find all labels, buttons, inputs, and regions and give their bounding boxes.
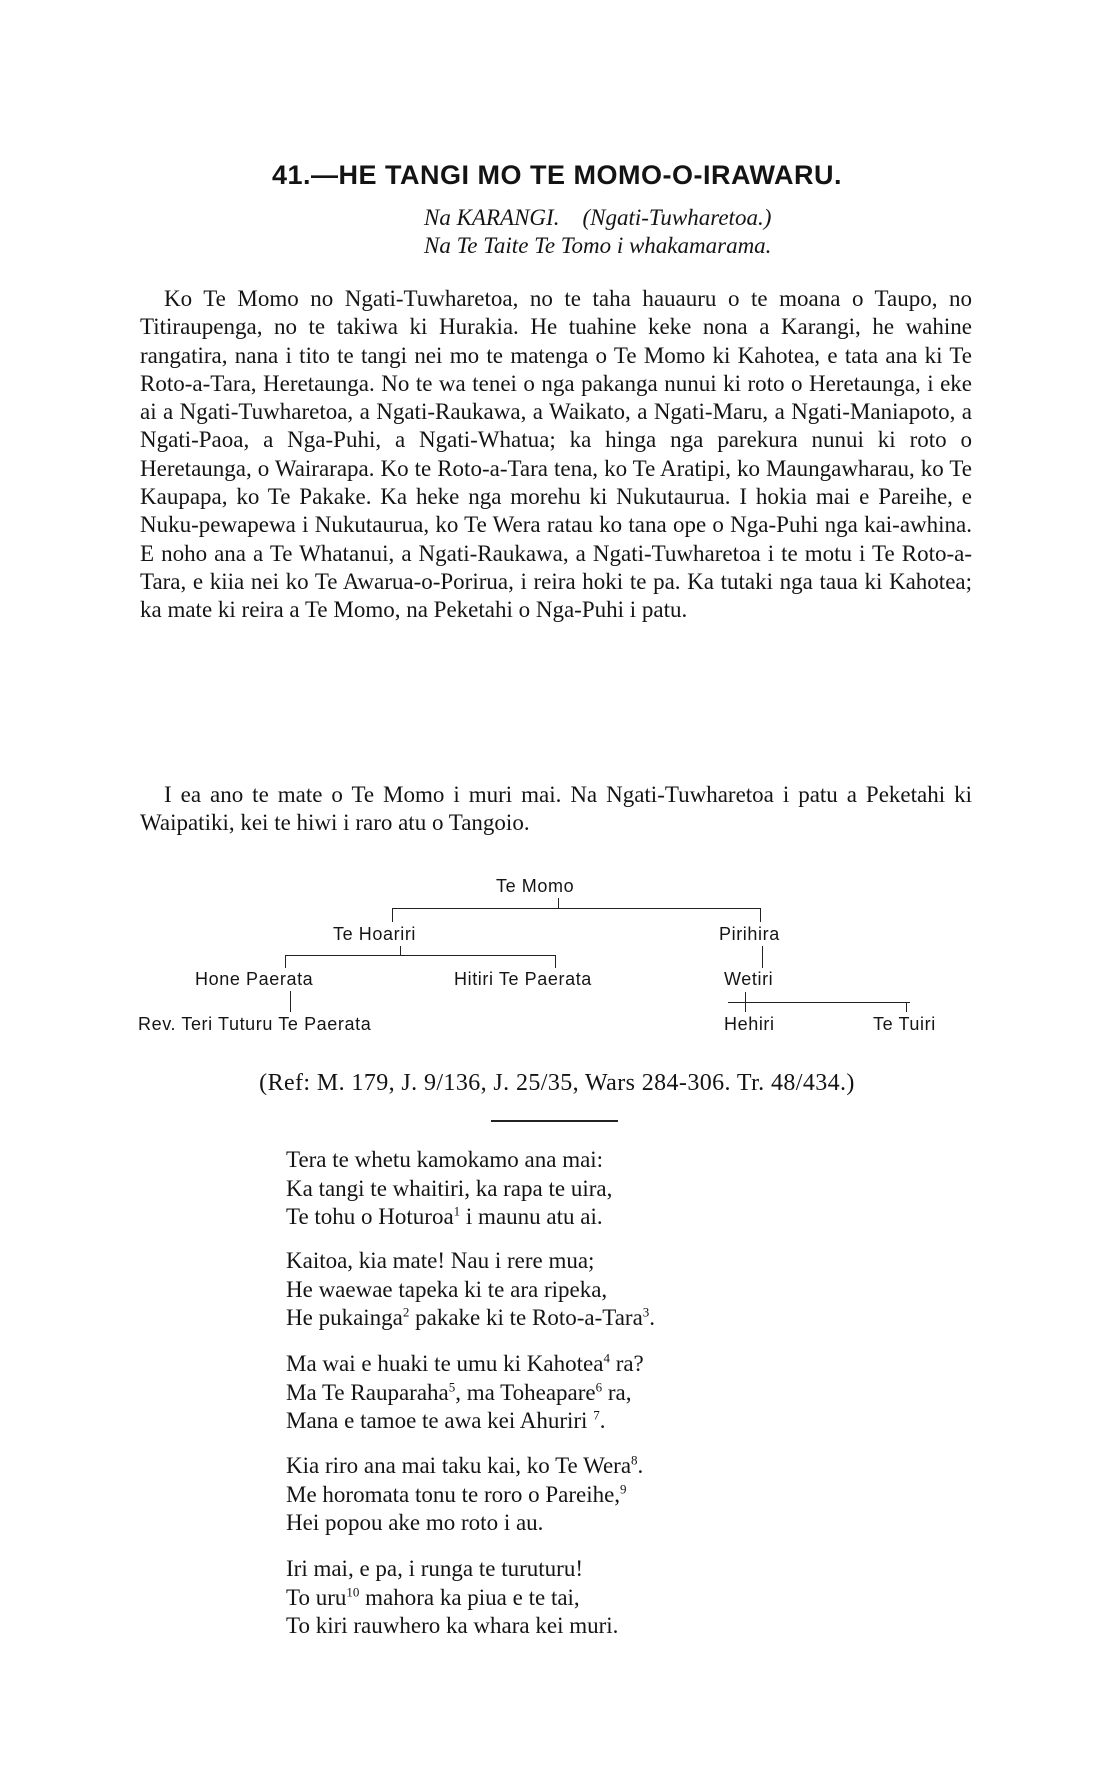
- genealogy-connector: [555, 955, 556, 968]
- author-line: Na KARANGI. (Ngati-Tuwharetoa.): [424, 205, 772, 230]
- poem-line: He pukainga$^2$ pakake ki te Roto-a-Tara$^3$.: [286, 1304, 656, 1330]
- footnote-marker: 4: [603, 1350, 610, 1366]
- footnote-marker: 2: [402, 1304, 410, 1320]
- page-title: 41.—HE TANGI MO TE MOMO-O-IRAWARU.: [272, 160, 842, 190]
- poem-line: Te tohu o Hoturoa$^1$ i maunu atu ai.: [286, 1203, 603, 1229]
- footnote-marker: 10: [346, 1583, 360, 1599]
- genealogy-great-grandchild-1: Rev. Teri Tuturu Te Paerata: [138, 1014, 372, 1034]
- genealogy-grandchild-3: Wetiri: [724, 969, 774, 989]
- genealogy-great-grandchild-2: Hehiri: [724, 1014, 775, 1034]
- poem-line: He waewae tapeka ki te ara ripeka,: [286, 1276, 608, 1302]
- poem-line: Kia riro ana mai taku kai, ko Te Wera$^8$.: [286, 1452, 644, 1478]
- poem-stanza: [286, 1350, 644, 1436]
- genealogy-root: Te Momo: [496, 876, 575, 896]
- footnote-marker: 8: [631, 1452, 638, 1468]
- poem-line: To kiri rauwhero ka whara kei muri.: [286, 1613, 619, 1638]
- footnote-marker: 7: [593, 1407, 600, 1423]
- genealogy-connector: [392, 908, 760, 909]
- genealogy-connector: [728, 1002, 910, 1003]
- poem-stanza: [286, 1555, 618, 1641]
- poem-line: Ma wai e huaki te umu ki Kahotea$^4$ ra?: [286, 1350, 644, 1376]
- poem-line: Iri mai, e pa, i runga te turuturu!: [286, 1556, 583, 1581]
- poem-line: Hei popou ake mo roto i au.: [286, 1510, 544, 1535]
- genealogy-connector: [558, 898, 559, 908]
- genealogy-connector: [285, 955, 286, 968]
- footnote-marker: 6: [595, 1378, 603, 1394]
- genealogy-connector: [285, 955, 555, 956]
- genealogy-grandchild-1: Hone Paerata: [195, 969, 314, 989]
- genealogy-child-left: Te Hoariri: [333, 924, 417, 944]
- poem-line: Kaitoa, kia mate! Nau i rere mua;: [286, 1248, 595, 1273]
- poem-line: Ka tangi te whaitiri, ka rapa te uira,: [286, 1175, 613, 1201]
- genealogy-grandchild-2: Hitiri Te Paerata: [454, 969, 592, 989]
- footnote-marker: 5: [448, 1378, 456, 1394]
- footnote-marker: 1: [453, 1203, 461, 1219]
- genealogy-connector: [745, 992, 746, 1012]
- genealogy-great-grandchild-3: Te Tuiri: [873, 1014, 936, 1034]
- footnote-marker: 3: [642, 1304, 650, 1320]
- poem-line: To uru$^{10}$ mahora ka piua e te tai,: [286, 1583, 580, 1610]
- footnote-marker: 9: [620, 1480, 627, 1496]
- second-paragraph: I ea ano te mate o Te Momo i muri mai. Na Ngati-Tuwharetoa i patu a Peketahi ki Waipatiki, kei te hiwi i raro atu o Tangoio.: [140, 782, 972, 836]
- genealogy-connector: [392, 908, 393, 922]
- genealogy-connector: [762, 946, 763, 968]
- genealogy-connector: [906, 1002, 907, 1012]
- intro-paragraph: Ko Te Momo no Ngati-Tuwharetoa, no te taha hauauru o te moana o Taupo, no Titiraupenga, no te takiwa ki Hurakia. He tuahine keke nona a Karangi, he wahine rangatira, nana i tito te tangi nei mo te matenga o Te Momo ki Kahotea, e tata ana ki Te Roto-a-Tara, Heretaunga. No te wa tenei o nga pakanga nunui ki roto o Heretaunga, i eke ai a Ngati-Tuwharetoa, a Ngati-Raukawa, a Waikato, a Ngati-Maru, a Ngati-Maniapoto, a Ngati-Paoa, a Nga-Puhi, a Ngati-Whatua; ka hinga nga parekura nunui ki roto o Heretaunga, o Wairarapa. Ko te Roto-a-Tara tena, ko Te Aratipi, ko Maungawharau, ko Te Kaupapa, ko Te Pakake. Ka heke nga morehu ki Nukutaurua. I hokia mai e Pareihe, e Nuku-pewapewa i Nukutaurua, ko Te Wera ratau ko tana ope o Nga-Puhi nga kai-awhina. E noho ana a Te Whatanui, a Ngati-Raukawa, a Ngati-Tuwharetoa i te motu i Te Roto-a-Tara, e kiia nei ko Te Awarua-o-Porirua, i reira hoki te pa. Ka tutaki nga taua ki Kahotea; ka mate ki reira a Te Momo, na Peketahi o Nga-Puhi i patu.: [140, 286, 972, 623]
- genealogy-connector: [290, 991, 291, 1012]
- poem-line: Me horomata tonu te roro o Pareihe,$^9$: [286, 1480, 627, 1507]
- poem-line: Mana e tamoe te awa kei Ahuriri $^7$.: [286, 1407, 606, 1433]
- poem-stanza: [286, 1247, 655, 1333]
- poem-line: Tera te whetu kamokamo ana mai:: [286, 1147, 604, 1172]
- poem-line: Ma Te Rauparaha$^5$, ma Toheapare$^6$ ra,: [286, 1378, 632, 1405]
- poem-stanza: [286, 1452, 643, 1538]
- explanation-credit-line: Na Te Taite Te Tomo i whakamarama.: [424, 233, 772, 258]
- genealogy-connector: [400, 946, 401, 955]
- genealogy-connector: [760, 908, 761, 922]
- genealogy-child-right: Pirihira: [719, 924, 780, 944]
- section-divider: [491, 1120, 618, 1122]
- references-line: (Ref: M. 179, J. 9/136, J. 25/35, Wars 284-306. Tr. 48/434.): [259, 1070, 855, 1096]
- poem-stanza: [286, 1146, 612, 1232]
